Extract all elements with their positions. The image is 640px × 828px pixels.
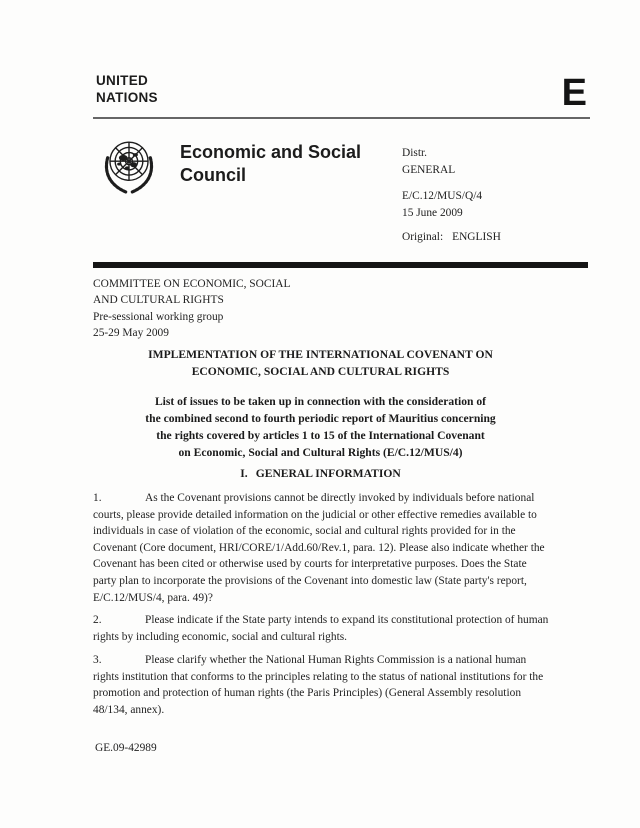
original-label: Original: bbox=[402, 231, 444, 243]
council-name-line1: Economic and Social bbox=[180, 142, 362, 162]
paragraph-text: As the Covenant provisions cannot be directly invoked by individuals before national courts, please provide detailed information on the judicial or other effective remedies available to individuals in case of violation of the economic, social and cultural rights provided for in the Covenant (Core document, HRI/CORE/1/Add.60/Rev.1, para. 12). Please also indicate whether the Covenant has been cited or otherwise used by courts for interpretative purposes. Does the State party plan to incorporate the provisions of the Covenant into domestic law (State party's report, E/C.12/MUS/4, para. 49)? bbox=[93, 492, 545, 604]
subtitle-line3: the rights covered by articles 1 to 15 of the International Covenant bbox=[156, 429, 485, 442]
paragraph-1 bbox=[93, 490, 549, 606]
doc-symbol: E/C.12/MUS/Q/4 bbox=[402, 190, 483, 202]
committee-line: COMMITTEE ON ECONOMIC, SOCIAL bbox=[93, 278, 291, 290]
council-name-line2: Council bbox=[180, 165, 246, 185]
distr-type: GENERAL bbox=[402, 163, 456, 176]
title-line2: ECONOMIC, SOCIAL AND CULTURAL RIGHTS bbox=[191, 365, 450, 378]
org-name-line1: UNITED bbox=[96, 73, 149, 88]
paragraph-text: Please clarify whether the National Human Rights Commission is a national human rights institution that conforms to the principles relating to the status of national institutions for the promotion and protection of human rights (the Paris Principles) (General Assembly resolution 48/134, annex). bbox=[93, 654, 544, 716]
org-name-line2: NATIONS bbox=[96, 90, 158, 105]
committee-line: AND CULTURAL RIGHTS bbox=[93, 294, 224, 307]
session-dates: 25-29 May 2009 bbox=[93, 326, 169, 339]
paragraph-number: 1. bbox=[93, 492, 102, 504]
distribution-block bbox=[402, 145, 501, 246]
subtitle-line1: List of issues to be taken up in connection with the consideration of bbox=[154, 395, 487, 408]
distr-label: Distr. bbox=[402, 147, 427, 159]
paragraph-3 bbox=[93, 652, 549, 718]
document-reference-number: GE.09-42989 bbox=[95, 742, 157, 754]
section-heading bbox=[93, 465, 548, 482]
header-rule bbox=[93, 117, 590, 119]
un-emblem-icon bbox=[100, 137, 158, 197]
subtitle-line2: the combined second to fourth periodic report of Mauritius concerning bbox=[145, 412, 496, 425]
document-title bbox=[93, 346, 548, 380]
paragraph-number: 2. bbox=[93, 614, 102, 626]
original-language-line bbox=[402, 229, 501, 246]
section-title: GENERAL INFORMATION bbox=[255, 467, 401, 480]
paragraph-2 bbox=[93, 612, 549, 645]
original-language: ENGLISH bbox=[452, 231, 501, 243]
paragraph-number: 3. bbox=[93, 654, 102, 666]
org-name bbox=[96, 72, 158, 106]
working-group-line: Pre-sessional working group bbox=[93, 310, 224, 323]
subtitle-line4: on Economic, Social and Cultural Rights (E/C.12/MUS/4) bbox=[178, 446, 463, 459]
title-line1: IMPLEMENTATION OF THE INTERNATIONAL COVENANT ON bbox=[148, 348, 493, 361]
council-name bbox=[180, 141, 361, 187]
paragraph-text: Please indicate if the State party intends to expand its constitutional protection of human rights by including economic, social and cultural rights. bbox=[93, 614, 549, 643]
committee-block bbox=[93, 276, 553, 341]
document-subtitle bbox=[93, 393, 548, 461]
doc-series-letter: E bbox=[561, 72, 587, 114]
masthead-divider-rule bbox=[93, 262, 588, 268]
section-numeral: I. bbox=[240, 467, 248, 480]
doc-date: 15 June 2009 bbox=[402, 206, 463, 219]
